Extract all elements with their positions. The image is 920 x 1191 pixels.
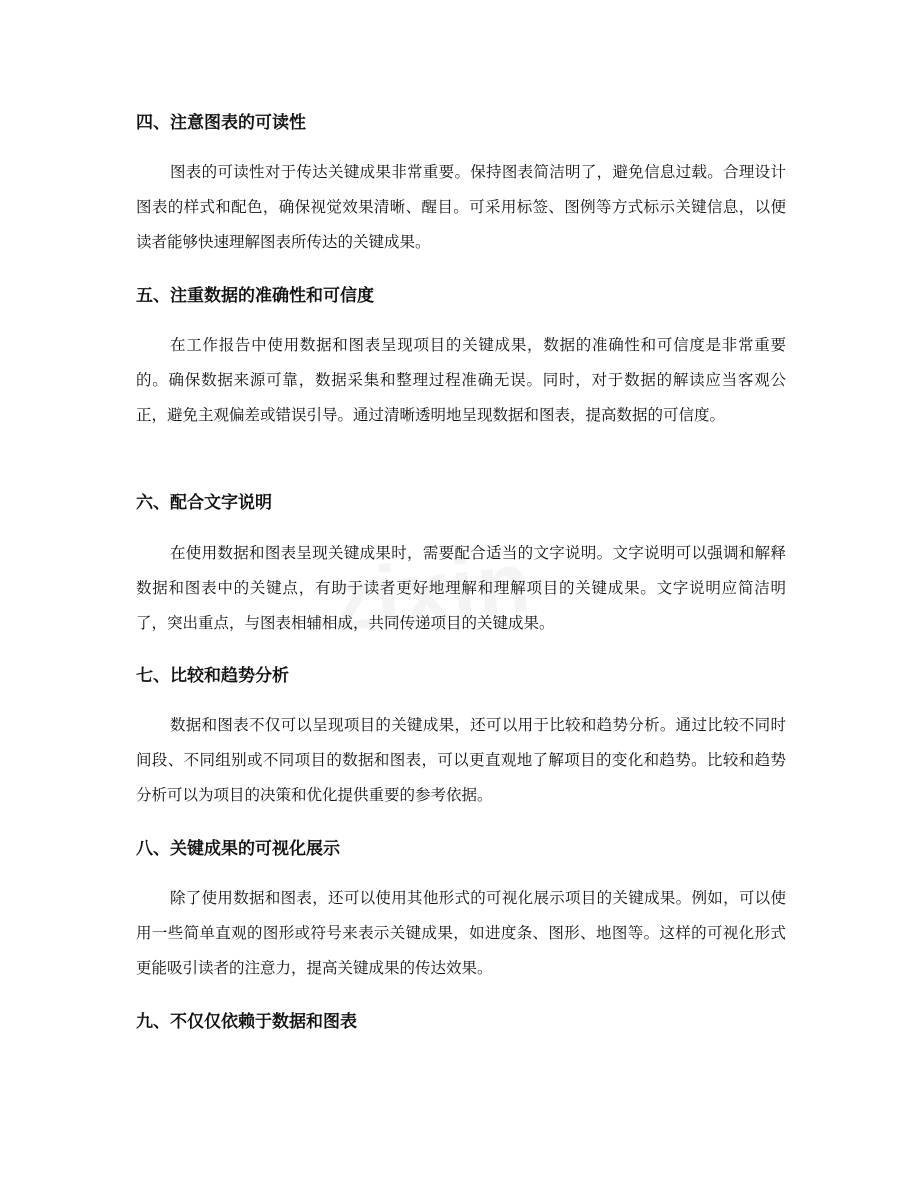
section-heading-4: 四、注意图表的可读性 xyxy=(136,113,306,133)
section-body-8: 除了使用数据和图表，还可以使用其他形式的可视化展示项目的关键成果。例如，可以使用一些简单直观的图形或符号来表示关键成果，如进度条、图形、地图等。这样的可视化形式更能吸引读者的注意力，提高关键成果的传达效果。 xyxy=(136,889,786,977)
section-body-7: 数据和图表不仅可以呈现项目的关键成果，还可以用于比较和趋势分析。通过比较不同时间段、不同组别或不同项目的数据和图表，可以更直观地了解项目的变化和趋势。比较和趋势分析可以为项目的决策和优化提供重要的参考依据。 xyxy=(136,716,786,804)
section-heading-5: 五、注重数据的准确性和可信度 xyxy=(136,286,374,306)
section-heading-8: 八、关键成果的可视化展示 xyxy=(136,839,340,859)
section-heading-7: 七、比较和趋势分析 xyxy=(136,666,289,686)
section-body-5: 在工作报告中使用数据和图表呈现项目的关键成果，数据的准确性和可信度是非常重要的。确保数据来源可靠，数据采集和整理过程准确无误。同时，对于数据的解读应当客观公正，避免主观偏差或错误引导。通过清晰透明地呈现数据和图表，提高数据的可信度。 xyxy=(136,336,786,424)
section-body-6: 在使用数据和图表呈现关键成果时，需要配合适当的文字说明。文字说明可以强调和解释数据和图表中的关键点，有助于读者更好地理解和理解项目的关键成果。文字说明应简洁明了，突出重点，与图表相辅相成，共同传递项目的关键成果。 xyxy=(136,544,786,632)
section-heading-9: 九、不仅仅依赖于数据和图表 xyxy=(136,1012,357,1032)
section-heading-6: 六、配合文字说明 xyxy=(136,493,272,513)
section-body-4: 图表的可读性对于传达关键成果非常重要。保持图表简洁明了，避免信息过载。合理设计图表的样式和配色，确保视觉效果清晰、醒目。可采用标签、图例等方式标示关键信息，以便读者能够快速理解图表所传达的关键成果。 xyxy=(136,163,786,251)
